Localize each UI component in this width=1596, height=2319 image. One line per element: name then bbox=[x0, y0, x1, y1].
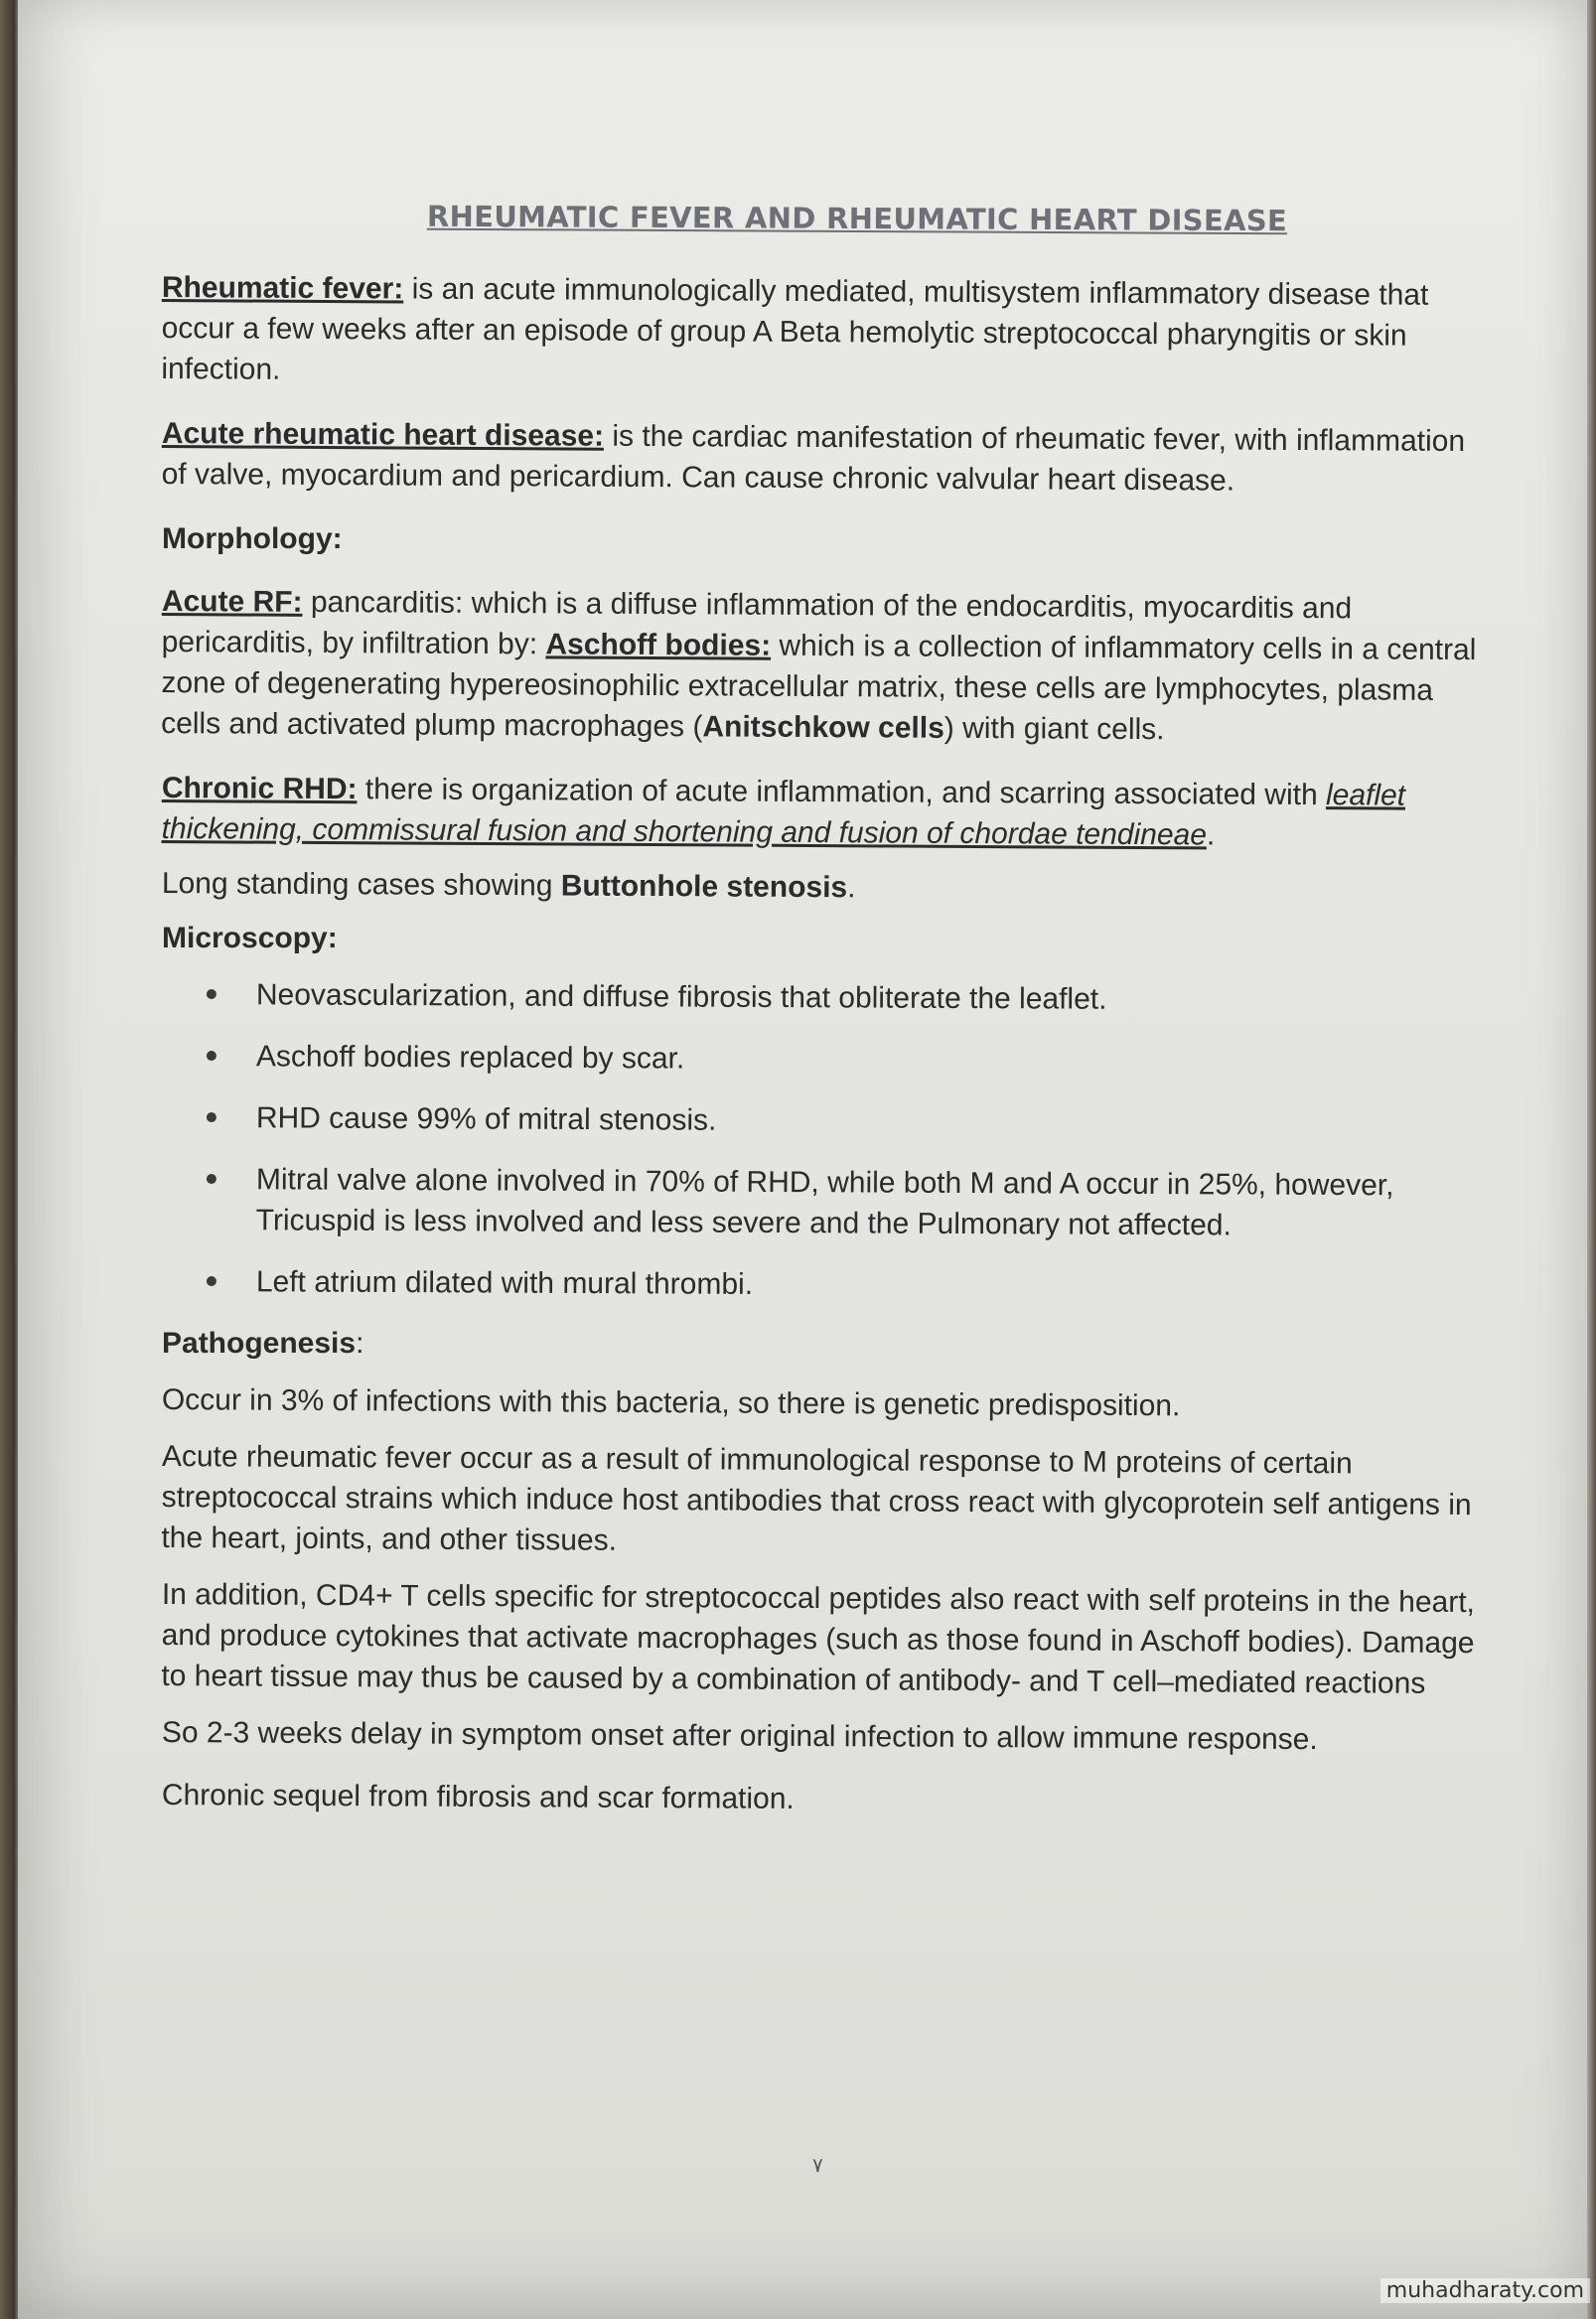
document-body bbox=[162, 199, 1493, 1839]
acute-rhd-text: is the cardiac manifestation of rheumatic fever, with inflammation of valve, myocardium and pericardium. Can cause chronic valvular heart disease. bbox=[161, 419, 1466, 498]
chronic-rhd-italic-text: leaflet thickening, commissural fusion and shortening and fusion of chordae tendineae bbox=[161, 779, 1406, 852]
microscopy-heading: Microscopy: bbox=[162, 922, 338, 954]
list-item-text: Left atrium dilated with mural thrombi. bbox=[255, 1265, 754, 1301]
pathogenesis-heading-text: Pathogenesis bbox=[162, 1327, 357, 1360]
bullet-icon bbox=[207, 1276, 217, 1286]
acute-rhd-definition bbox=[161, 413, 1492, 503]
buttonhole-stenosis-term: Buttonhole stenosis bbox=[560, 869, 848, 905]
pathogenesis-heading-colon: : bbox=[356, 1327, 364, 1360]
paper-page bbox=[18, 0, 1587, 2319]
pathogenesis-paragraph: So 2-3 weeks delay in symptom onset after original infection to allow immune response. bbox=[161, 1715, 1318, 1757]
watermark-text: muhadharaty.com bbox=[1380, 2278, 1590, 2303]
list-item bbox=[207, 1036, 1493, 1084]
bullet-icon bbox=[207, 989, 217, 999]
list-item bbox=[207, 1261, 1493, 1309]
list-item-text: RHD cause 99% of mitral stenosis. bbox=[255, 1101, 717, 1137]
rheumatic-fever-term: Rheumatic fever: bbox=[161, 270, 404, 306]
acute-rf-text-2: which is a collection of inflammatory cells in a central zone of degenerating hypereosinophilic extracellular matrix, these cells are lymphocytes, plasma cells and activated plump macrophages ( bbox=[161, 629, 1477, 744]
list-item bbox=[207, 1159, 1493, 1247]
list-item-text: Aschoff bodies replaced by scar. bbox=[255, 1040, 685, 1076]
chronic-rhd-term: Chronic RHD: bbox=[161, 771, 358, 806]
aschoff-bodies-term: Aschoff bodies: bbox=[545, 628, 772, 662]
document-title: RHEUMATIC FEVER AND RHEUMATIC HEART DISEASE bbox=[426, 199, 1288, 238]
bullet-icon bbox=[207, 1112, 217, 1122]
list-item-text: Neovascularization, and diffuse fibrosis that obliterate the leaflet. bbox=[255, 978, 1107, 1016]
pathogenesis-paragraph: Occur in 3% of infections with this bacteria, so there is genetic predisposition. bbox=[161, 1382, 1181, 1423]
bullet-icon bbox=[207, 1174, 217, 1184]
long-standing-end: . bbox=[847, 871, 856, 905]
long-standing-text: Long standing cases showing bbox=[161, 866, 561, 903]
rheumatic-fever-definition bbox=[161, 267, 1493, 397]
rheumatic-fever-text: is an acute immunologically mediated, multisystem inflammatory disease that occur a few weeks after an episode of group A Beta hemolytic streptococcal pharyngitis or skin infection. bbox=[161, 272, 1429, 386]
anitschkow-cells-term: Anitschkow cells bbox=[702, 710, 944, 745]
pathogenesis-paragraph: Acute rheumatic fever occur as a result of immunological response to M proteins of certain streptococcal strains which induce host antibodies that cross react with glycoprotein self antigens in the heart, joints, and other tissues. bbox=[161, 1439, 1472, 1557]
acute-rf-term: Acute RF: bbox=[161, 584, 303, 619]
acute-rhd-term: Acute rheumatic heart disease: bbox=[161, 416, 605, 453]
pathogenesis-heading bbox=[162, 1323, 1493, 1364]
acute-rf-text-3: ) with giant cells. bbox=[943, 711, 1165, 747]
bullet-icon bbox=[207, 1051, 217, 1061]
list-item bbox=[207, 974, 1493, 1022]
page-number: ٧ bbox=[812, 2155, 823, 2177]
pathogenesis-paragraph: Chronic sequel from fibrosis and scar formation. bbox=[161, 1778, 795, 1815]
microscopy-list bbox=[162, 974, 1493, 1302]
acute-rf-paragraph bbox=[161, 581, 1493, 752]
chronic-rhd-end: . bbox=[1206, 818, 1216, 852]
morphology-heading: Morphology: bbox=[162, 522, 343, 555]
long-standing-paragraph bbox=[162, 863, 1493, 912]
list-item-text: Mitral valve alone involved in 70% of RHD, while both M and A occur in 25%, however, Tricuspid is less involved and less severe and the Pulmonary not affected. bbox=[255, 1163, 1394, 1242]
acute-rf-text-1: pancarditis: which is a diffuse inflammation of the endocarditis, myocarditis and pericarditis, by infiltration by: bbox=[161, 585, 1353, 661]
chronic-rhd-text: there is organization of acute inflammation, and scarring associated with bbox=[357, 773, 1327, 812]
chronic-rhd-paragraph bbox=[161, 768, 1492, 857]
list-item bbox=[207, 1097, 1493, 1145]
pathogenesis-paragraph: In addition, CD4+ T cells specific for streptococcal peptides also react with self proteins in the heart, and produce cytokines that activate macrophages (such as those found in Aschoff bodies). Damage to heart tissue may thus be caused by a combination of antibody- and T cell–mediated reactions bbox=[161, 1577, 1476, 1700]
